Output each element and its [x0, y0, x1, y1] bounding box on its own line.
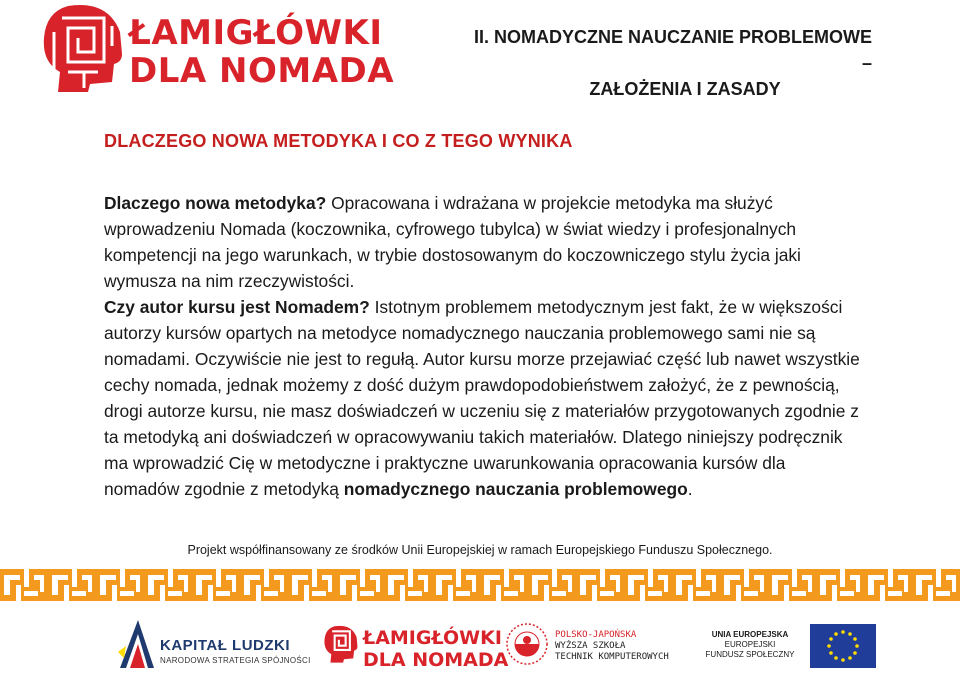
paragraph-2-end: .	[687, 479, 693, 499]
question-2: Czy autor kursu jest Nomadem?	[104, 297, 370, 317]
eu-line1: UNIA EUROPEJSKA	[711, 630, 789, 639]
footer-logo-wordmark	[363, 627, 508, 671]
section-heading: DLACZEGO NOWA METODYKA I CO Z TEGO WYNIKA	[104, 131, 573, 151]
kapital-ludzki-subtitle: NARODOWA STRATEGIA SPÓJNOŚCI	[160, 656, 311, 665]
question-1: Dlaczego nowa metodyka?	[104, 193, 327, 213]
logo-wordmark	[129, 14, 394, 90]
eu-flag-icon	[810, 624, 876, 668]
funding-note: Projekt współfinansowany ze środków Unii Europejskiej w ramach Europejskiego Funduszu Społecznego.	[187, 543, 773, 557]
kapital-ludzki-title: KAPITAŁ LUDZKI	[160, 637, 291, 654]
paragraph-2-emphasis: nomadycznego nauczania problemowego	[343, 479, 688, 499]
body-text	[104, 190, 864, 502]
paragraph-2-text: Istotnym problemem metodycznym jest fakt, że w większości autorzy kursów opartych na metodyce nomadycznego nauczania problemowego sami nie są nomadami. Oczywiście nie jest to regułą. Autor kursu morze przejawiać część lub nawet wszystkie cechy nomada, jednak możemy z dość dużym prawdopodobieństwem założyć, że z pewnością, drogi autorze kursu, nie masz doświadczeń w uczeniu się z materiałów przygotowanych zgodnie z ta metodyką ani doświadczeń w opracowywaniu takich materiałów. Dlatego niniejszy podręcznik ma wprowadzić Cię w metodyczne i praktyczne uwarunkowania opracowania kursów dla nomadów zgodnie z metodyką	[104, 297, 860, 499]
eu-fund-text	[700, 630, 800, 660]
pjwstk-line1: POLSKO-JAPOŃSKA	[555, 630, 637, 640]
pjwstk-line3: TECHNIK KOMPUTEROWYCH	[555, 652, 669, 662]
paragraph-1-text: Opracowana i wdrażana w projekcie metodyka ma służyć wprowadzeniu Nomada (koczownika, cyfrowego tubylca) w świat wiedzy i profesjonalnych kompetencji na jego warunkach, w trybie dostosowanym do koczowniczego stylu życia jaki wymusza na nim rzeczywistości.	[104, 193, 801, 291]
paragraph-2	[104, 294, 864, 502]
document-title-line1: II. NOMADYCZNE NAUCZANIE PROBLEMOWE –	[474, 27, 872, 73]
document-title-line2: ZAŁOŻENIA I ZASADY	[589, 79, 781, 99]
maze-head-small-icon	[322, 622, 360, 666]
maze-head-icon	[38, 2, 128, 94]
document-title	[470, 24, 900, 102]
pjwstk-line2: WYŻSZA SZKOŁA	[555, 641, 626, 651]
kapital-ludzki-emblem-icon	[118, 618, 156, 670]
footer-logo-line1: ŁAMIGŁÓWKI	[363, 627, 502, 649]
footer-logo-line2: DLA NOMADA	[363, 649, 509, 671]
logo-line1: ŁAMIGŁÓWKI	[129, 13, 383, 53]
eu-line3: FUNDUSZ SPOŁECZNY	[705, 650, 795, 659]
lamiglowki-logo	[38, 2, 398, 94]
pjwstk-name	[555, 630, 669, 663]
pjwstk-seal-icon	[505, 622, 549, 666]
logo-line2: DLA NOMADA	[129, 51, 395, 91]
decorative-band	[0, 563, 960, 607]
paragraph-1	[104, 190, 864, 294]
eu-line2: EUROPEJSKI	[724, 640, 776, 649]
